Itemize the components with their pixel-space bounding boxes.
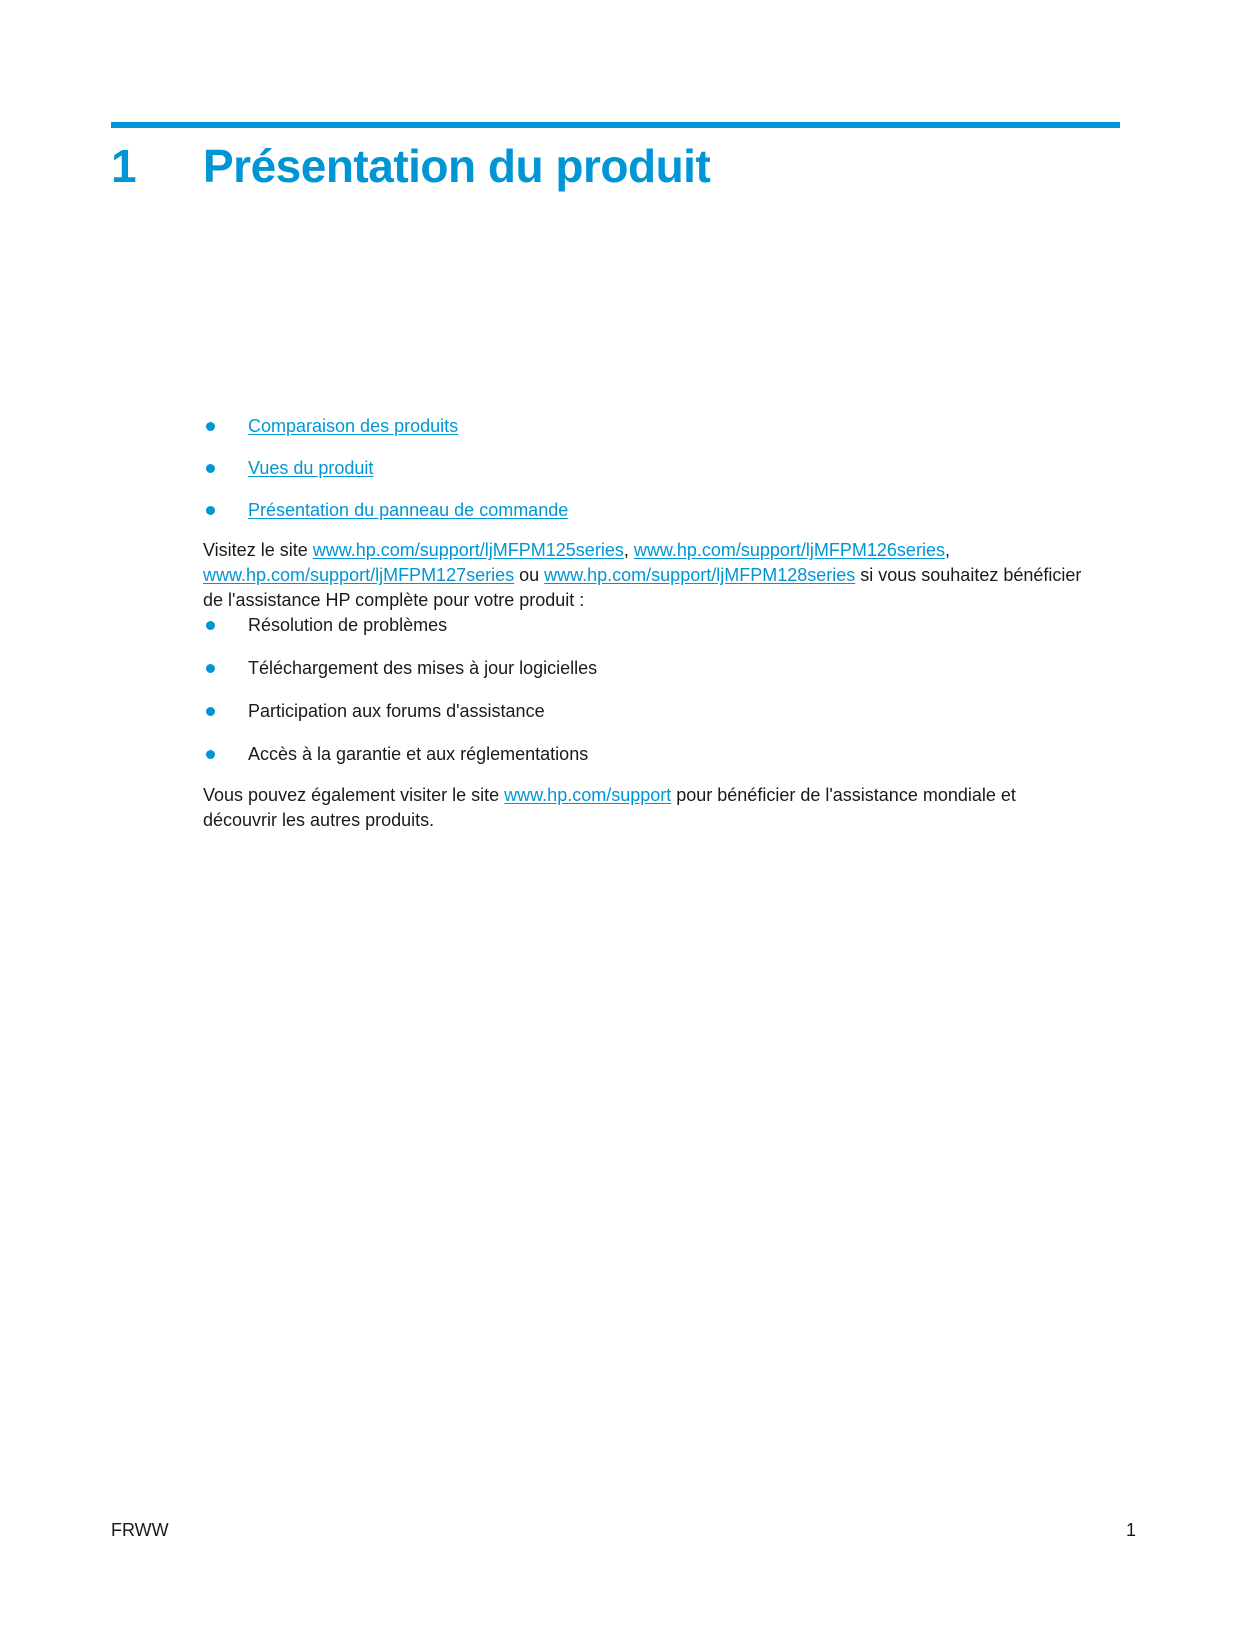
bullet-icon bbox=[206, 707, 215, 716]
chapter-rule bbox=[111, 122, 1120, 128]
support-link-global[interactable]: www.hp.com/support bbox=[504, 785, 672, 805]
toc-link-control-panel[interactable]: Présentation du panneau de commande bbox=[248, 500, 569, 520]
list-item bbox=[203, 498, 1083, 523]
feature-label: Accès à la garantie et aux réglementations bbox=[248, 744, 589, 764]
closing-outro: pour bénéficier de l'assistance mondiale et découvrir les autres produits. bbox=[203, 785, 1016, 830]
support-link-m127[interactable]: www.hp.com/support/ljMFPM127series bbox=[203, 565, 515, 585]
bullet-icon bbox=[206, 664, 215, 673]
feature-label: Résolution de problèmes bbox=[248, 615, 448, 635]
closing-intro: Vous pouvez également visiter le site bbox=[203, 785, 505, 805]
support-link-m128[interactable]: www.hp.com/support/ljMFPM128series bbox=[544, 565, 856, 585]
bullet-icon bbox=[206, 422, 215, 431]
visit-separator: ou bbox=[514, 565, 545, 585]
features-list bbox=[203, 613, 1083, 767]
visit-separator: , bbox=[944, 540, 950, 560]
toc-link-product-views[interactable]: Vues du produit bbox=[248, 458, 374, 478]
bullet-icon bbox=[206, 506, 215, 515]
support-link-m126[interactable]: www.hp.com/support/ljMFPM126series bbox=[633, 540, 945, 560]
feature-label: Participation aux forums d'assistance bbox=[248, 701, 545, 721]
visit-paragraph bbox=[203, 538, 1083, 613]
closing-paragraph bbox=[203, 783, 1083, 833]
chapter-title: Présentation du produit bbox=[203, 140, 711, 192]
chapter-number: 1 bbox=[111, 140, 137, 192]
visit-outro: si vous souhaitez bénéficier de l'assistance HP complète pour votre produit : bbox=[203, 565, 1082, 610]
feature-label: Téléchargement des mises à jour logicielles bbox=[248, 658, 598, 678]
list-item bbox=[203, 613, 1083, 638]
toc-list bbox=[203, 414, 1083, 523]
list-item bbox=[203, 742, 1083, 767]
visit-separator: , bbox=[623, 540, 634, 560]
list-item bbox=[203, 456, 1083, 481]
bullet-icon bbox=[206, 621, 215, 630]
list-item bbox=[203, 699, 1083, 724]
bullet-icon bbox=[206, 750, 215, 759]
support-link-m125[interactable]: www.hp.com/support/ljMFPM125series bbox=[312, 540, 624, 560]
page-number: 1 bbox=[1126, 1520, 1137, 1540]
chapter-content bbox=[203, 414, 1083, 833]
bullet-icon bbox=[206, 464, 215, 473]
footer-locale: FRWW bbox=[111, 1520, 169, 1540]
toc-link-product-comparison[interactable]: Comparaison des produits bbox=[248, 416, 459, 436]
list-item bbox=[203, 414, 1083, 439]
list-item bbox=[203, 656, 1083, 681]
visit-intro: Visitez le site bbox=[203, 540, 313, 560]
